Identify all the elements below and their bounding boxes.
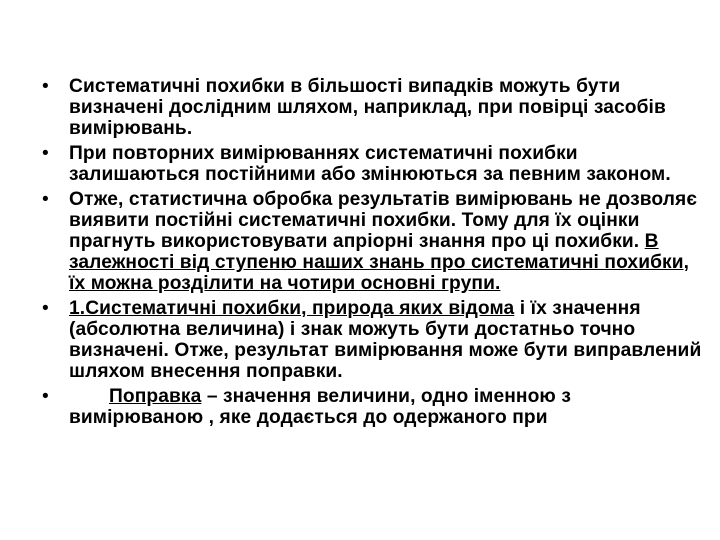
bullet-text: і їх значення (абсолютна величина) і знак можуть бути достатньо точно визначені. Отже, результат вимірювання може бути виправлений шляхом внесення поправки. xyxy=(69,298,702,382)
bullet-underlined-text: Поправка xyxy=(109,386,202,407)
bullet-marker: • xyxy=(42,298,49,319)
bullet-underlined-text: В залежності від ступеню наших знань про систематичні похибки, їх можна розділити на чотири основні групи. xyxy=(69,231,690,294)
bullet-list xyxy=(42,76,702,432)
bullet-item xyxy=(42,189,702,294)
bullet-marker: • xyxy=(42,143,49,164)
bullet-text: При повторних вимірюваннях систематичні похибки залишаються постійними або змінюються за певним законом. xyxy=(69,143,671,185)
bullet-text: – значення величини, одно іменною з вимірюваною , яке додається до одержаного при xyxy=(69,386,571,428)
bullet-marker: • xyxy=(42,386,49,407)
bullet-item xyxy=(42,143,702,185)
bullet-item xyxy=(42,298,702,382)
bullet-item xyxy=(42,386,702,428)
bullet-marker: • xyxy=(42,76,49,97)
bullet-item xyxy=(42,76,702,139)
bullet-text: Отже, статистична обробка результатів вимірювань не дозволяє виявити постійні систематичні похибки. Тому для їх оцінки прагнуть використовувати апріорні знання про ці похибки. xyxy=(69,189,698,252)
bullet-marker: • xyxy=(42,189,49,210)
bullet-text: Систематичні похибки в більшості випадків можуть бути визначені дослідним шляхом, наприклад, при повірці засобів вимірювань. xyxy=(69,76,666,139)
bullet-underlined-text: 1.Систематичні похибки, природа яких відома xyxy=(69,298,515,319)
